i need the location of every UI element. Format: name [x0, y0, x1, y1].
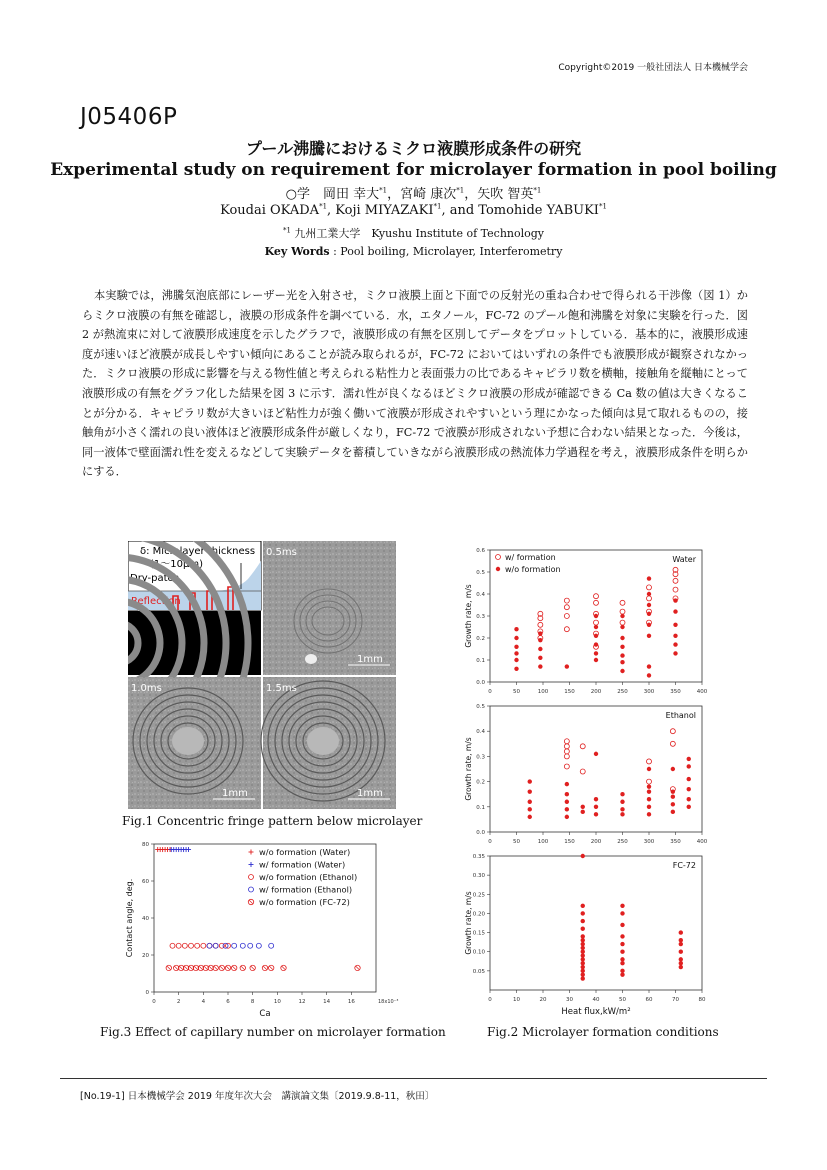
- data-point: [671, 795, 675, 799]
- y-tick-label: 0.1: [476, 804, 485, 811]
- data-point: [581, 946, 585, 950]
- data-point: [620, 957, 624, 961]
- x-tick-label: 4: [201, 999, 206, 1005]
- x-tick-label: 70: [672, 997, 679, 1003]
- chart-ethanol: [462, 700, 712, 850]
- data-point: [620, 653, 624, 657]
- data-point: [647, 576, 651, 580]
- data-point: [620, 636, 624, 640]
- y-tick-label: 0.4: [476, 729, 485, 736]
- x-tick-label: 8: [250, 999, 255, 1005]
- data-point: [231, 965, 236, 970]
- y-tick-label: 0.25: [472, 892, 485, 899]
- data-point: [581, 911, 585, 915]
- data-point: [647, 664, 651, 668]
- data-point: [581, 972, 585, 976]
- data-point: [594, 805, 598, 809]
- data-point: [565, 792, 569, 796]
- data-point: [647, 805, 651, 809]
- y-axis-label: Growth rate, m/s: [464, 737, 473, 801]
- data-point: [564, 605, 569, 610]
- panel-time-2: 1.5ms: [266, 683, 297, 694]
- data-point: [673, 598, 677, 602]
- keywords-label: Key Words: [264, 245, 330, 258]
- data-point: [538, 631, 542, 635]
- y-tick-label: 0.15: [472, 930, 485, 937]
- data-point: [679, 930, 683, 934]
- data-point: [581, 904, 585, 908]
- data-point: [581, 854, 585, 858]
- legend-label: w/o formation (FC-72): [259, 897, 350, 907]
- x-tick-label: 40: [592, 997, 600, 1003]
- data-point: [687, 787, 691, 791]
- data-point: [564, 754, 569, 759]
- y-axis-label: Growth rate, m/s: [464, 891, 473, 955]
- data-point: [594, 600, 599, 605]
- data-point: [687, 805, 691, 809]
- data-point: [647, 812, 651, 816]
- data-point: [564, 749, 569, 754]
- data-point: [647, 779, 652, 784]
- y-axis-label: Contact angle, deg.: [125, 878, 134, 958]
- title-english: Experimental study on requirement for microlayer formation in pool boiling: [50, 160, 777, 180]
- data-point: [679, 938, 683, 942]
- data-point: [620, 972, 624, 976]
- data-point: [620, 950, 624, 954]
- data-point: [679, 942, 683, 946]
- data-point: [581, 919, 585, 923]
- data-point: [581, 965, 585, 969]
- data-point: [679, 965, 683, 969]
- x-tick-label: 400: [696, 839, 708, 845]
- data-point: [647, 759, 652, 764]
- x-tick-label: 350: [670, 839, 681, 845]
- data-point: [673, 578, 678, 583]
- data-point: [647, 612, 651, 616]
- data-point: [262, 965, 267, 970]
- data-point: [647, 789, 651, 793]
- x-tick-label: 30: [566, 997, 573, 1003]
- y-tick-label: 0.3: [476, 754, 485, 761]
- data-point: [687, 797, 691, 801]
- y-tick-label: 0.5: [476, 704, 485, 710]
- panel-time-1: 1.0ms: [131, 683, 162, 694]
- data-point: [250, 965, 255, 970]
- data-point: [620, 792, 624, 796]
- data-point: [581, 957, 585, 961]
- legend-label: w/o formation: [505, 565, 561, 574]
- x-tick-label: 100: [537, 839, 549, 845]
- y-tick-label: 0.10: [472, 949, 485, 956]
- data-point: [647, 596, 652, 601]
- data-point: [594, 752, 598, 756]
- data-point: [581, 953, 585, 957]
- data-point: [581, 950, 585, 954]
- x-tick-label: 200: [590, 839, 602, 845]
- legend-label: w/ formation (Ethanol): [259, 884, 353, 895]
- data-point: [594, 651, 598, 655]
- x-tick-label: 300: [643, 689, 655, 695]
- y-axis-label: Growth rate, m/s: [464, 584, 473, 648]
- x-tick-label: 400: [696, 689, 708, 695]
- data-point: [565, 782, 569, 786]
- x-tick-label: 250: [617, 839, 628, 845]
- data-point: [670, 729, 675, 734]
- data-points: [514, 567, 678, 677]
- data-point: [673, 651, 677, 655]
- data-point: [670, 741, 675, 746]
- data-point: [269, 943, 274, 948]
- title-japanese: プール沸騰におけるミクロ液膜形成条件の研究: [245, 139, 582, 158]
- x-tick-label: 20: [539, 997, 547, 1003]
- data-point: [687, 777, 691, 781]
- data-point: [564, 598, 569, 603]
- authors-japanese: ○学 岡田 幸大$^{*1}$，宮崎 康次$^{*1}$，矢吹 智英$^{*1}$: [285, 186, 542, 202]
- data-point: [671, 802, 675, 806]
- x-tick-label: 0: [488, 689, 492, 695]
- data-point: [679, 961, 683, 965]
- y-tick-label: 0.0: [476, 680, 485, 686]
- y-tick-label: 0.6: [476, 548, 485, 554]
- data-point: [594, 594, 599, 599]
- x-tick-label: 200: [590, 689, 602, 695]
- data-point: [281, 965, 286, 970]
- data-point: [620, 934, 624, 938]
- data-point: [647, 585, 652, 590]
- keywords: [0, 245, 827, 258]
- data-point: [620, 609, 625, 614]
- x-tick-label: 350: [670, 689, 681, 695]
- x-tick-label: 10: [273, 999, 281, 1005]
- data-point: [620, 660, 624, 664]
- data-point: [620, 669, 624, 673]
- data-point: [564, 739, 569, 744]
- data-point: [673, 642, 677, 646]
- fig1-image: [128, 541, 396, 809]
- data-point: [528, 789, 532, 793]
- y-tick-label: 20: [142, 953, 149, 959]
- data-points: [528, 729, 691, 819]
- y-tick-label: 0.2: [476, 779, 485, 786]
- data-point: [620, 812, 624, 816]
- data-point: [581, 969, 585, 973]
- y-tick-label: 0.5: [476, 570, 485, 576]
- data-point: [647, 797, 651, 801]
- data-point: [620, 969, 624, 973]
- chart-title: FC-72: [672, 861, 696, 870]
- data-point: [538, 664, 542, 668]
- data-point: [538, 656, 542, 660]
- data-point: [565, 664, 569, 668]
- plot-frame: [490, 856, 702, 990]
- data-point: [219, 965, 224, 970]
- data-point: [232, 943, 237, 948]
- scale-bar-2: 1mm: [357, 788, 383, 799]
- data-point: [673, 609, 677, 613]
- data-points: [581, 854, 683, 981]
- data-point: [195, 943, 200, 948]
- data-point: [594, 658, 598, 662]
- x-axis-label: Heat flux,kW/m²: [561, 1007, 631, 1017]
- x-tick-label: 6: [226, 999, 230, 1005]
- data-point: [673, 587, 678, 592]
- y-tick-label: 60: [142, 879, 149, 885]
- data-point: [564, 764, 569, 769]
- y-tick-label: 0.20: [472, 911, 485, 918]
- data-point: [176, 943, 181, 948]
- data-point: [538, 647, 542, 651]
- x-tick-label: 250: [617, 689, 628, 695]
- x-tick-label: 0: [152, 999, 156, 1005]
- data-point: [166, 965, 171, 970]
- data-point: [564, 627, 569, 632]
- data-point: [594, 812, 598, 816]
- data-point: [620, 923, 624, 927]
- x-tick-label: 100: [537, 689, 549, 695]
- fig1-svg: [128, 541, 396, 809]
- legend-label: w/ formation (Water): [259, 859, 346, 870]
- x-tick-label: 0: [488, 839, 492, 845]
- authors-english: Koudai OKADA$^{*1}$, Koji MIYAZAKI$^{*1}$, and Tomohide YABUKI$^{*1}$: [220, 202, 607, 218]
- data-point: [514, 645, 518, 649]
- data-point: [580, 769, 585, 774]
- chart-title: Water: [672, 555, 696, 564]
- legend-label: w/ formation: [505, 553, 556, 562]
- schematic-label: δ: Microlayer thickness: [140, 546, 256, 557]
- x-tick-label: 50: [513, 689, 520, 695]
- data-point: [620, 625, 624, 629]
- x-tick-label: 0: [488, 997, 492, 1003]
- data-point: [213, 943, 218, 948]
- data-point: [620, 904, 624, 908]
- footer-divider: [60, 1078, 767, 1079]
- legend-label: w/o formation (Water): [259, 847, 351, 857]
- legend-label: w/o formation (Ethanol): [259, 872, 358, 882]
- data-point: [594, 625, 598, 629]
- legend-marker: [496, 555, 501, 560]
- data-point: [671, 810, 675, 814]
- x-tick-label: 10: [513, 997, 520, 1003]
- data-point: [620, 614, 624, 618]
- data-point: [647, 767, 651, 771]
- x-tick-label: 80: [698, 997, 706, 1003]
- data-point: [581, 934, 585, 938]
- data-point: [225, 965, 230, 970]
- data-point: [647, 784, 651, 788]
- ring-pattern-panel: [128, 611, 261, 675]
- data-point: [647, 634, 651, 638]
- x-tick-label: 300: [643, 839, 655, 845]
- x-tick-label: 12: [298, 999, 306, 1005]
- reflection-label: Reflection: [131, 596, 181, 607]
- schematic-range: (1〜10μm): [150, 559, 203, 570]
- y-tick-label: 0.4: [476, 592, 485, 598]
- data-point: [182, 943, 187, 948]
- data-point: [514, 651, 518, 655]
- copyright-notice: Copyright©2019 一般社団法人 日本機械学会: [558, 63, 748, 73]
- y-tick-label: 0.3: [476, 614, 485, 620]
- data-point: [620, 911, 624, 915]
- data-point: [528, 779, 532, 783]
- data-point: [565, 815, 569, 819]
- data-point: [647, 673, 651, 677]
- data-point: [620, 807, 624, 811]
- data-point: [565, 807, 569, 811]
- data-point: [581, 927, 585, 931]
- data-point: [528, 807, 532, 811]
- data-point: [647, 603, 651, 607]
- x-axis-label: Ca: [259, 1009, 271, 1019]
- x-tick-label: 60: [645, 997, 653, 1003]
- chart-fc72: [462, 850, 712, 1020]
- data-point: [647, 592, 651, 596]
- y-tick-label: 0: [145, 990, 149, 996]
- data-point: [671, 767, 675, 771]
- data-point: [620, 961, 624, 965]
- data-point: [538, 622, 543, 627]
- data-point: [581, 938, 585, 942]
- data-point: [514, 667, 518, 671]
- data-point: [201, 943, 206, 948]
- data-point: [679, 957, 683, 961]
- footer-text: [No.19-1] 日本機械学会 2019 年度年次大会 講演論文集〔2019.9.8-11，秋田〕: [80, 1091, 435, 1102]
- data-point: [620, 800, 624, 804]
- data-point: [268, 965, 273, 970]
- x-tick-label: 150: [564, 689, 575, 695]
- data-point: [514, 627, 518, 631]
- scale-bar-1: 1mm: [222, 788, 248, 799]
- data-point: [620, 645, 624, 649]
- y-tick-label: 0.05: [472, 968, 485, 975]
- data-point: [581, 805, 585, 809]
- chart-fig3: [120, 836, 410, 1021]
- data-point: [248, 943, 253, 948]
- data-point: [620, 620, 625, 625]
- fig3-caption: Fig.3 Effect of capillary number on microlayer formation: [100, 1025, 446, 1039]
- data-point: [594, 642, 598, 646]
- data-point: [538, 638, 542, 642]
- data-point: [687, 757, 691, 761]
- data-point: [528, 800, 532, 804]
- x-tick-label: 2: [176, 999, 181, 1005]
- data-point: [189, 943, 194, 948]
- y-tick-label: 0.30: [472, 873, 485, 880]
- scale-bar-0: 1mm: [357, 654, 383, 665]
- y-tick-label: 0.35: [472, 854, 485, 860]
- data-point: [620, 600, 625, 605]
- data-point: [240, 965, 245, 970]
- data-point: [207, 943, 212, 948]
- affiliation: $^{*1}$ 九州工業大学 Kyushu Institute of Technology: [282, 226, 545, 240]
- data-point: [564, 614, 569, 619]
- data-point: [581, 810, 585, 814]
- x-tick-suffix: 18x10⁻³: [378, 999, 399, 1005]
- data-point: [580, 744, 585, 749]
- x-tick-label: 50: [513, 839, 520, 845]
- y-tick-label: 40: [142, 916, 149, 922]
- data-point: [514, 636, 518, 640]
- y-tick-label: 0.0: [476, 830, 485, 836]
- data-point: [355, 965, 360, 970]
- data-point: [581, 942, 585, 946]
- y-tick-label: 0.2: [476, 636, 485, 642]
- data-point: [687, 764, 691, 768]
- chart-water: [462, 544, 712, 699]
- data-point: [594, 614, 598, 618]
- data-point: [679, 950, 683, 954]
- data-point: [673, 623, 677, 627]
- data-point: [170, 943, 175, 948]
- x-tick-label: 16: [347, 999, 355, 1005]
- body-paragraph: 本実験では，沸騰気泡底部にレーザー光を入射させ，ミクロ液膜上面と下面での反射光の重ね合わせで得られる干渉像（図 1）からミクロ液膜の有無を確認し，液膜の形成条件を調べている．水，エタノール，FC-72 のプール飽和沸騰を対象に実験を行った．図 2 が熱流束に対して液膜形成速度を示したグラフで，液膜形成の有無を区別してデータをプロットしている．基本的に，液膜形成速度が速いほど液膜が成長しやすい傾向にあることが読み取られるが，FC-72 においてはいずれの条件でも液膜形成が観察されなかった．ミクロ液膜の形成に影響を与える物性値と考えられる粘性力と表面張力の比であるキャピラリ数を横軸，接触角を縦軸にとって液膜形成の有無をグラフ化した結果を図 3 に示す．濡れ性が良くなるほどミクロ液膜の形成が確認できる Ca 数の値は大きくなることが分かる．キャピラリ数が大きいほど粘性力が強く働いて液膜が形成されやすいという理にかなった傾向は見て取れるものの，接触角が小さく濡れの良い液体ほど液膜形成条件が厳しくなり，FC-72 で液膜が形成されない予想に合わない結果となった．今後は，同一液体で壁面濡れ性を変えるなどして実験データを蓄積していきながら液膜形成の熱流体力学過程を考え，液膜形成条件を明らかにする．: [82, 289, 748, 479]
- data-point: [565, 800, 569, 804]
- data-point: [564, 744, 569, 749]
- keywords-text: : Pool boiling, Microlayer, Interferometry: [329, 245, 563, 258]
- chart-title: Ethanol: [665, 711, 696, 720]
- data-point: [671, 789, 675, 793]
- fig2-caption: Fig.2 Microlayer formation conditions: [487, 1025, 719, 1039]
- data-point: [240, 943, 245, 948]
- panel-time-0: 0.5ms: [266, 547, 297, 558]
- y-tick-label: 80: [142, 842, 149, 848]
- data-point: [514, 658, 518, 662]
- data-point: [594, 620, 599, 625]
- paper-code: J05406P: [80, 104, 178, 130]
- dry-patch-label: Dry-patch: [130, 573, 180, 584]
- data-point: [581, 976, 585, 980]
- data-point: [186, 847, 191, 852]
- data-point: [581, 961, 585, 965]
- data-point: [673, 634, 677, 638]
- x-tick-label: 150: [564, 839, 575, 845]
- data-point: [620, 942, 624, 946]
- y-tick-label: 0.1: [476, 658, 485, 664]
- x-tick-label: 50: [619, 997, 626, 1003]
- data-point: [594, 797, 598, 801]
- legend-marker: [496, 567, 500, 571]
- fig1-caption: Fig.1 Concentric fringe pattern below microlayer: [122, 814, 423, 828]
- data-point: [594, 634, 598, 638]
- data-point: [256, 943, 261, 948]
- data-point: [647, 623, 651, 627]
- x-tick-label: 14: [323, 999, 331, 1005]
- data-point: [528, 815, 532, 819]
